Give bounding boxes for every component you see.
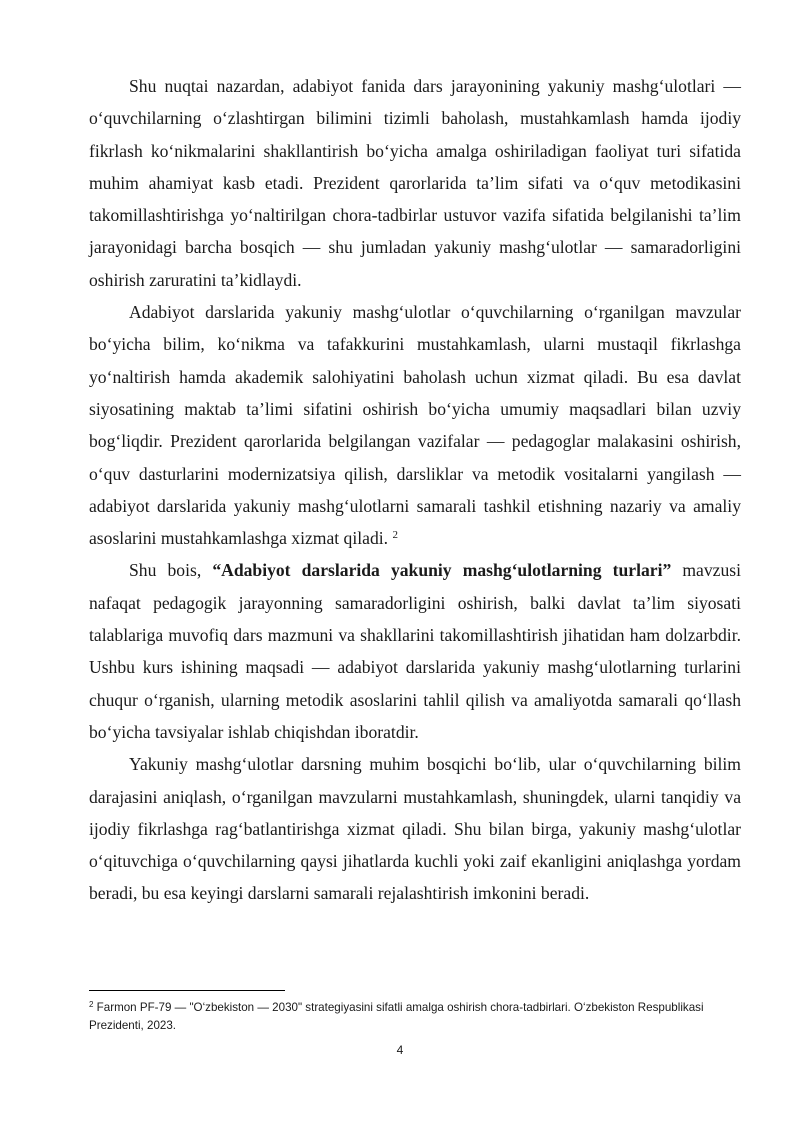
paragraph-2 <box>89 296 741 554</box>
course-topic-title: “Adabiyot darslarida yakuniy mashg‘ulotlarning turlari” <box>212 560 672 581</box>
paragraph-1-text: Shu nuqtai nazardan, adabiyot fanida dars jarayonining yakuniy mashg‘ulotlari — o‘quvchilarning o‘zlashtirgan bilimini tizimli baholash, mustahkamlash hamda ijodiy fikrlash ko‘nikmalarini shakllantirish bo‘yicha amalga oshiriladigan faoliyat turi sifatida muhim ahamiyat kasb etadi. Prezident qarorlarida ta’lim sifati va o‘quv metodikasini takomillashtirishga yo‘naltirilgan chora-tadbirlar ustuvor vazifa sifatida belgilanishi ta’lim jarayonidagi barcha bosqich — shu jumladan yakuniy mashg‘ulotlar — samaradorligini oshirish zaruratini ta’kidlaydi. <box>89 76 741 290</box>
paragraph-2-text: Adabiyot darslarida yakuniy mashg‘ulotlar o‘quvchilarning o‘rganilgan mavzular bo‘yicha bilim, ko‘nikma va tafakkurini mustahkamlash, ularni mustaqil fikrlashga yo‘naltirish hamda akademik salohiyatini baholash uchun xizmat qiladi. Bu esa davlat siyosatining maktab ta’limi sifatini oshirish bo‘yicha umumiy maqsadlari bilan uzviy bog‘liqdir. Prezident qarorlarida belgilangan vazifalar — pedagoglar malakasini oshirish, o‘quv dasturlarini modernizatsiya qilish, darsliklar va metodik vositalarni yangilash — adabiyot darslarida yakuniy mashg‘ulotlarni samarali tashkil etishning nazariy va amaliy asoslarini mustahkamlashga xizmat qiladi. <box>89 302 741 549</box>
paragraph-4 <box>89 748 741 909</box>
footnote-marker: 2 <box>89 1000 94 1009</box>
paragraph-3 <box>89 554 741 748</box>
paragraph-1 <box>89 70 741 296</box>
footnote-text: Farmon PF-79 — "O‘zbekiston — 2030" strategiyasini sifatli amalga oshirish chora-tadbirlari. O‘zbekiston Respublikasi Prezidenti, 2023. <box>89 1001 704 1032</box>
document-body <box>89 70 741 910</box>
footnote <box>89 999 744 1034</box>
footnote-reference[interactable]: 2 <box>392 529 398 542</box>
paragraph-3-text-before: Shu bois, <box>129 560 213 581</box>
page-number: 4 <box>396 1043 404 1057</box>
footnote-separator <box>89 990 285 991</box>
paragraph-4-text: Yakuniy mashg‘ulotlar darsning muhim bosqichi bo‘lib, ular o‘quvchilarning bilim darajasini aniqlash, o‘rganilgan mavzularni mustahkamlash, shuningdek, ularni tanqidiy va ijodiy fikrlashga rag‘batlantirishga xizmat qiladi. Shu bilan birga, yakuniy mashg‘ulotlar o‘qituvchiga o‘quvchilarning qaysi jihatlarda kuchli yoki zaif ekanligini aniqlashga yordam beradi, bu esa keyingi darslarni samarali rejalashtirish imkonini beradi. <box>89 754 741 904</box>
paragraph-3-text-after: mavzusi nafaqat pedagogik jarayonning samaradorligini oshirish, balki davlat ta’lim siyosati talablariga muvofiq dars mazmuni va shakllarini takomillashtirish jihatidan ham dolzarbdir. Ushbu kurs ishining maqsadi — adabiyot darslarida yakuniy mashg‘ulotlarning turlarini chuqur o‘rganish, ularning metodik asoslarini tahlil qilish va amaliyotda samarali qo‘llash bo‘yicha tavsiyalar ishlab chiqishdan iboratdir. <box>89 560 742 742</box>
